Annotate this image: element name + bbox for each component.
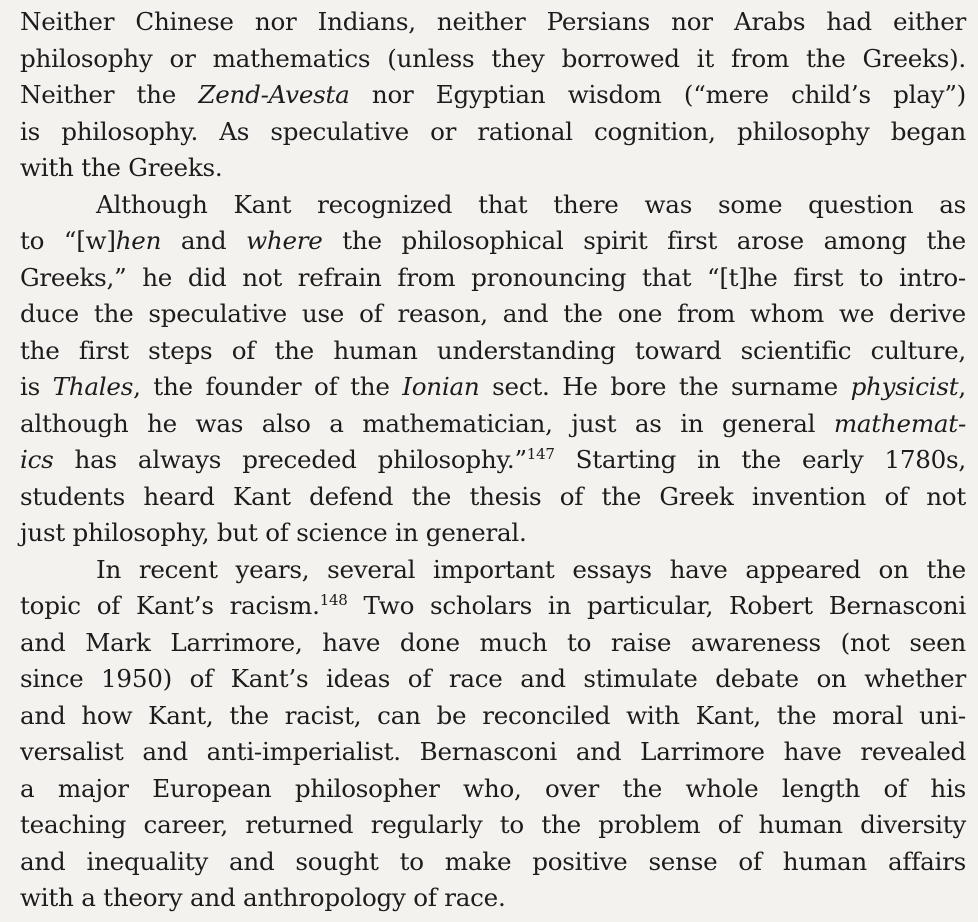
text-run: Neither the [20, 80, 199, 109]
text-line [20, 807, 966, 844]
text-run: Two scholars in particular, Robert Bernasconi [347, 591, 967, 620]
italic-text: Ionian [402, 372, 480, 401]
footnote-marker: 148 [319, 591, 348, 609]
text-run: and inequality and sought to make positive sense of human affairs [20, 846, 966, 876]
text-line [20, 515, 966, 552]
text-line [20, 296, 966, 333]
text-run: topic of Kant’s racism. [20, 591, 320, 620]
text-run: has always preceded philosophy.” [53, 445, 527, 474]
text-run: the first steps of the human understanding toward scientific culture, [20, 335, 966, 365]
paragraph-p2 [20, 187, 966, 552]
text-run: just philosophy, but of science in general. [20, 518, 527, 547]
text-run: Starting in the early 1780s, [554, 445, 966, 474]
text-run: duce the speculative use of reason, and the one from whom we derive [20, 299, 966, 328]
text-line [20, 187, 966, 224]
text-line [20, 333, 966, 370]
text-line [20, 552, 966, 589]
italic-text: mathemat- [833, 408, 966, 438]
text-run: nor Egyptian wisdom (“mere child’s play”) [349, 80, 966, 109]
text-run: philosophy or mathematics (unless they borrowed it from the Greeks). [20, 43, 966, 73]
paragraph-p3 [20, 552, 966, 917]
text-run: and Mark Larrimore, have done much to raise awareness (not seen [20, 627, 966, 657]
text-line [20, 77, 966, 114]
text-run: sect. He bore the surname [479, 372, 851, 401]
italic-text: physicist [850, 372, 959, 401]
text-run: teaching career, returned regularly to the problem of human diversity [20, 810, 966, 839]
text-run: students heard Kant defend the thesis of the Greek invention of not [20, 481, 966, 511]
text-line [20, 442, 966, 479]
italic-text: hen [115, 226, 162, 255]
text-run: with a theory and anthropology of race. [20, 883, 506, 912]
text-line [20, 150, 966, 187]
text-line [20, 734, 966, 771]
text-run: the philosophical spirit first arose among the [322, 226, 966, 255]
text-run: Neither Chinese nor Indians, neither Persians nor Arabs had either [20, 7, 966, 36]
text-run: a major European philosopher who, over the whole length of his [20, 773, 966, 803]
text-line [20, 771, 966, 808]
text-line [20, 114, 966, 151]
text-line [20, 260, 966, 297]
text-run: to “[w] [20, 226, 116, 255]
text-run: is philosophy. As speculative or rational cognition, philosophy began [20, 116, 966, 146]
text-line [20, 844, 966, 881]
text-line [20, 661, 966, 698]
text-run: , the founder of the [133, 372, 403, 401]
text-line [20, 880, 966, 917]
text-line [20, 223, 966, 260]
footnote-marker: 147 [526, 445, 555, 463]
text-line [20, 698, 966, 735]
text-line [20, 406, 966, 443]
text-run: since 1950) of Kant’s ideas of race and stimulate debate on whether [20, 664, 966, 693]
italic-text: ics [20, 445, 54, 474]
text-run: and how Kant, the racist, can be reconciled with Kant, the moral uni- [20, 700, 966, 730]
text-line [20, 41, 966, 78]
text-run: In recent years, several important essays have appeared on the [96, 554, 966, 584]
italic-text: Thales [52, 372, 134, 401]
text-run: Greeks,” he did not refrain from pronouncing that “[t]he first to intro- [20, 262, 966, 292]
text-run: versalist and anti-imperialist. Bernasconi and Larrimore have revealed [20, 737, 966, 766]
text-line [20, 588, 966, 625]
text-run: although he was also a mathematician, just as in general [20, 408, 834, 438]
text-run: with the Greeks. [20, 153, 223, 182]
italic-text: where [246, 226, 323, 255]
text-run: and [161, 226, 247, 255]
text-line [20, 369, 966, 406]
text-line [20, 4, 966, 41]
text-line [20, 625, 966, 662]
paragraph-p1 [20, 4, 966, 187]
text-run: is [20, 372, 53, 401]
text-run: , [958, 372, 966, 401]
text-line [20, 479, 966, 516]
italic-text: Zend-Avesta [198, 80, 350, 109]
text-run: Although Kant recognized that there was some question as [96, 189, 966, 219]
